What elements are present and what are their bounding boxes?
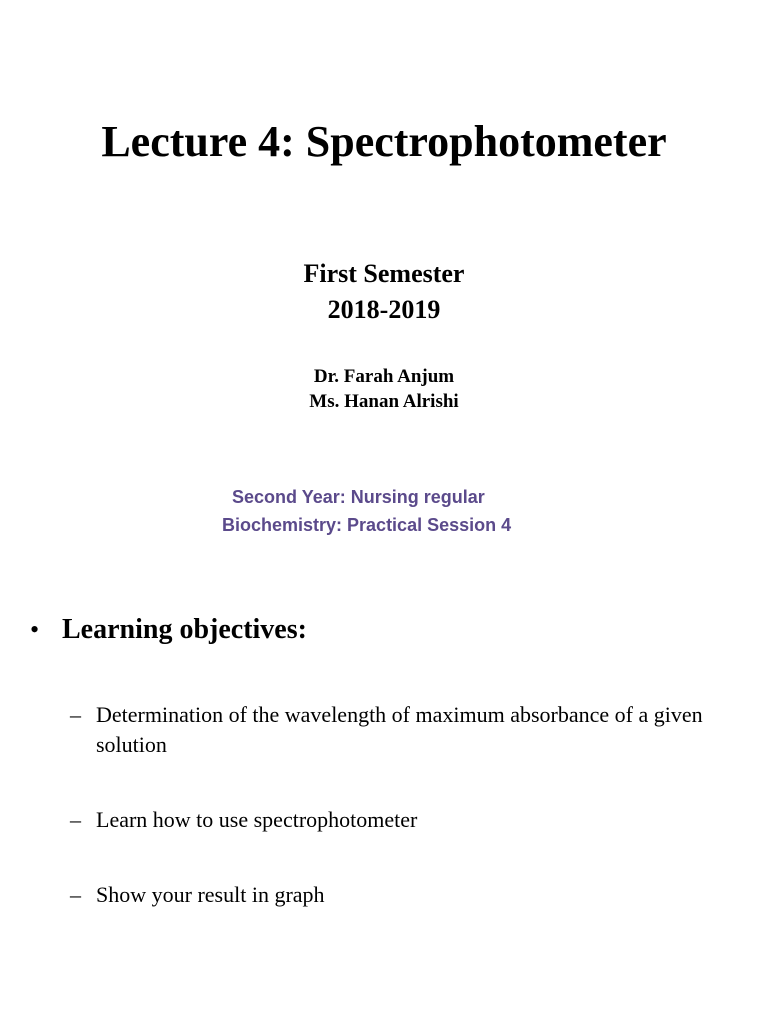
dash-icon: – (70, 702, 81, 727)
academic-year: 2018-2019 (327, 295, 441, 324)
semester-label: First Semester (303, 259, 465, 288)
instructor-name: Ms. Hanan Alrishi (309, 391, 459, 412)
dash-icon: – (70, 882, 81, 907)
objectives-heading: Learning objectives: (62, 614, 307, 645)
instructor-name: Dr. Farah Anjum (313, 366, 455, 387)
objective-item: Determination of the wavelength of maximum absorbance of a given solution (96, 702, 703, 757)
course-line: Biochemistry: Practical Session 4 (222, 515, 512, 535)
slide-title: Lecture 4: Spectrophotometer (101, 117, 667, 166)
objective-item: Show your result in graph (96, 882, 325, 907)
dash-icon: – (70, 807, 81, 832)
objective-item: Learn how to use spectrophotometer (96, 807, 418, 832)
bullet-icon: • (30, 615, 40, 644)
course-line: Second Year: Nursing regular (232, 487, 485, 507)
